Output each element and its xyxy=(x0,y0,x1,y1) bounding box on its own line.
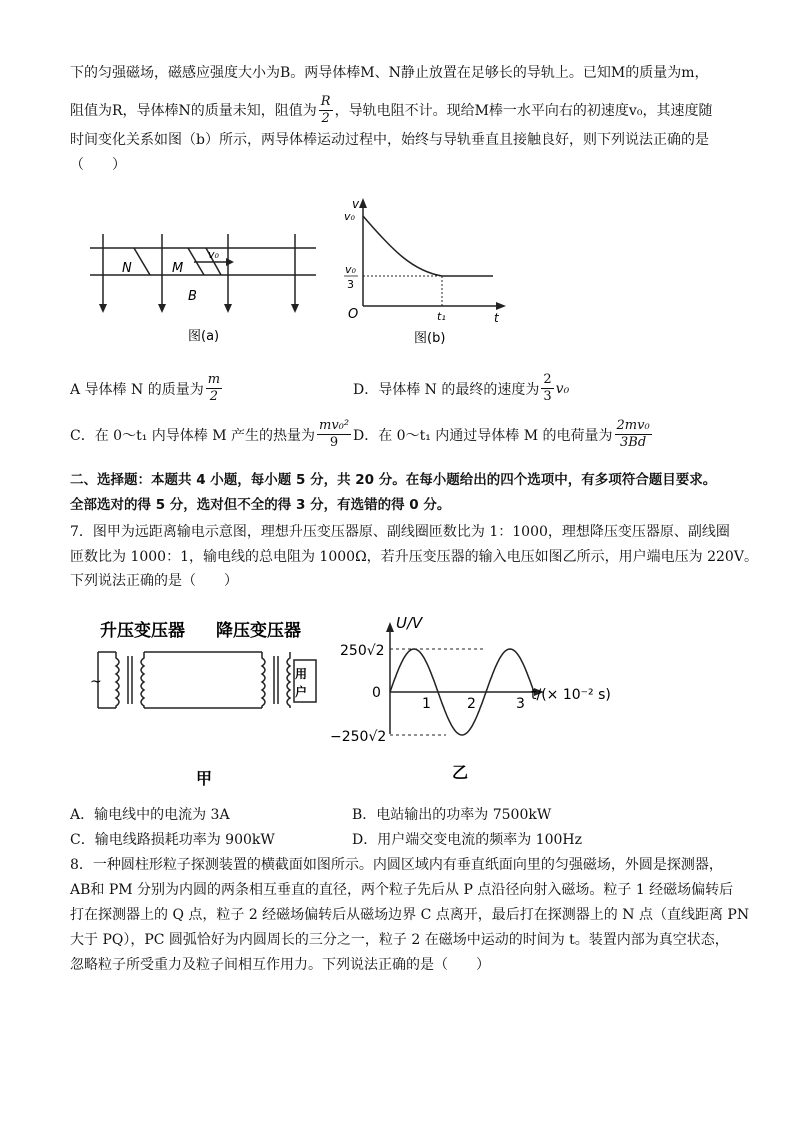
q6-option-d-fraction: $\frac{\text{2mv₀}}{3Bd}$ xyxy=(616,418,650,450)
yi-tick-2: 2 xyxy=(467,696,476,712)
q8-line1: 8．一种圆柱形粒子探测装置的横截面如图所示。内圆区域内有垂直纸面向里的匀强磁场，外圆是探测器， xyxy=(70,857,723,873)
fig-b-label-v: v xyxy=(352,197,360,211)
q6-line1: 下的匀强磁场，磁感应强度大小为B。两导体棒M、N静止放置在足够长的导轨上。已知M的质量为m， xyxy=(70,65,709,81)
fig-b-label-v0-3-num: v₀ xyxy=(345,263,356,276)
jia-user-char2: 户 xyxy=(295,685,308,699)
fig-b-label-v0: v₀ xyxy=(344,210,355,223)
yi-label-U: U/V xyxy=(396,614,423,632)
q8-line3: 打在探测器上的 Q 点，粒子 2 经磁场偏转后从磁场边界 C 点离开，最后打在探测器上的 N 点（直线距离 PN xyxy=(70,907,750,923)
q6-line2-fraction: $\frac{R}{2}$ xyxy=(320,94,331,126)
fig-a-label-N: N xyxy=(122,261,132,276)
figure-yi xyxy=(326,606,626,792)
jia-label-step-up: 升压变压器 xyxy=(100,621,185,641)
fig-a-caption: 图(a) xyxy=(188,329,220,344)
q7-line2: 匝数比为 1000：1，输电线的总电阻为 1000Ω，若升压变压器的输入电压如图乙所示，用户端电压为 220V。 xyxy=(70,549,758,565)
q7-option-a: A．输电线中的电流为 3A xyxy=(70,807,230,823)
fig-b-label-O: O xyxy=(348,307,359,322)
fig-b-caption: 图(b) xyxy=(414,331,446,346)
q6-option-d: D．在 0～t₁ 内通过导体棒 M 的电荷量为 $\frac{\text{2mv₀}}{3Bd}$ xyxy=(353,418,650,450)
yi-label-t: t/(× 10⁻² s) xyxy=(531,687,611,703)
q7-option-c: C．输电线路损耗功率为 900kW xyxy=(70,832,275,848)
yi-tick-1: 1 xyxy=(422,696,431,712)
jia-source-symbol: ~ xyxy=(90,674,102,690)
jia-caption: 甲 xyxy=(196,769,213,788)
yi-tick-3: 3 xyxy=(516,696,525,712)
yi-label-pos: 250√2 xyxy=(340,643,385,659)
fig-b-label-v0-3-den: 3 xyxy=(347,278,354,291)
q6-line2-a: 阻值为R，导体棒N的质量未知，阻值为 xyxy=(70,102,317,119)
fig-a-label-B: B xyxy=(188,289,197,304)
figure-b xyxy=(338,196,508,354)
q7-option-d: D．用户端交变电流的频率为 100Hz xyxy=(352,832,582,848)
q8-line4: 大于 PQ），PC 圆弧恰好为内圆周长的三分之一，粒子 2 在磁场中运动的时间为 t。装置内部为真空状态， xyxy=(70,932,729,948)
jia-label-step-down: 降压变压器 xyxy=(216,621,301,641)
q6-line2-b: ，导轨电阻不计。现给M棒一水平向右的初速度v₀，其速度随 xyxy=(334,102,713,119)
figure-a xyxy=(88,228,320,353)
jia-user-char1: 用 xyxy=(295,667,308,681)
fig-a-label-M: M xyxy=(172,261,184,276)
q6-option-b-fraction: $\frac{2}{3}$ xyxy=(543,372,552,404)
q7-option-b: B．电站输出的功率为 7500kW xyxy=(352,807,552,823)
yi-caption: 乙 xyxy=(452,763,469,782)
q6-line4: （ ） xyxy=(70,157,126,173)
fig-a-label-v0: v₀ xyxy=(208,248,219,261)
q8-line2: AB和 PM 分别为内圆的两条相互垂直的直径，两个粒子先后从 P 点沿径向射入磁场。粒子 1 经磁场偏转后 xyxy=(70,882,734,898)
q6-option-b: D．导体棒 N 的最终的速度为 $\frac{2}{3}$ v₀ xyxy=(353,372,570,404)
fig-b-label-t1: t₁ xyxy=(437,310,446,323)
q6-line3: 时间变化关系如图（b）所示，两导体棒运动过程中，始终与导轨垂直且接触良好，则下列说法正确的是 xyxy=(70,132,709,148)
q6-option-c: C．在 0～t₁ 内导体棒 M 产生的热量为 $\frac{\text{mv₀²}}{9}$ xyxy=(70,418,350,450)
q7-line3: 下列说法正确的是（ ） xyxy=(70,573,238,589)
q6-option-a-fraction: $\frac{m}{2}$ xyxy=(207,372,221,404)
section2-line1: 二、选择题：本题共 4 小题，每小题 5 分，共 20 分。在每小题给出的四个选项中，有多项符合题目要求。 xyxy=(70,472,717,488)
yi-label-neg: −250√2 xyxy=(330,729,387,745)
q8-line5: 忽略粒子所受重力及粒子间相互作用力。下列说法正确的是（ ） xyxy=(70,957,490,973)
jia-label-user-2 xyxy=(295,684,307,699)
section2-line2: 全部选对的得 5 分，选对但不全的得 3 分，有选错的得 0 分。 xyxy=(70,497,451,513)
q7-line1: 7．图甲为远距离输电示意图，理想升压变压器原、副线圈匝数比为 1：1000，理想降压变压器原、副线圈 xyxy=(70,524,730,540)
figure-jia xyxy=(88,612,318,792)
q6-line2 xyxy=(70,94,712,127)
fig-b-label-t: t xyxy=(494,311,499,325)
yi-label-zero: 0 xyxy=(372,685,381,701)
q6-option-c-fraction: $\frac{\text{mv₀²}}{9}$ xyxy=(319,418,350,450)
jia-label-user xyxy=(295,667,307,681)
q6-option-a: A 导体棒 N 的质量为 $\frac{m}{2}$ xyxy=(70,372,221,404)
